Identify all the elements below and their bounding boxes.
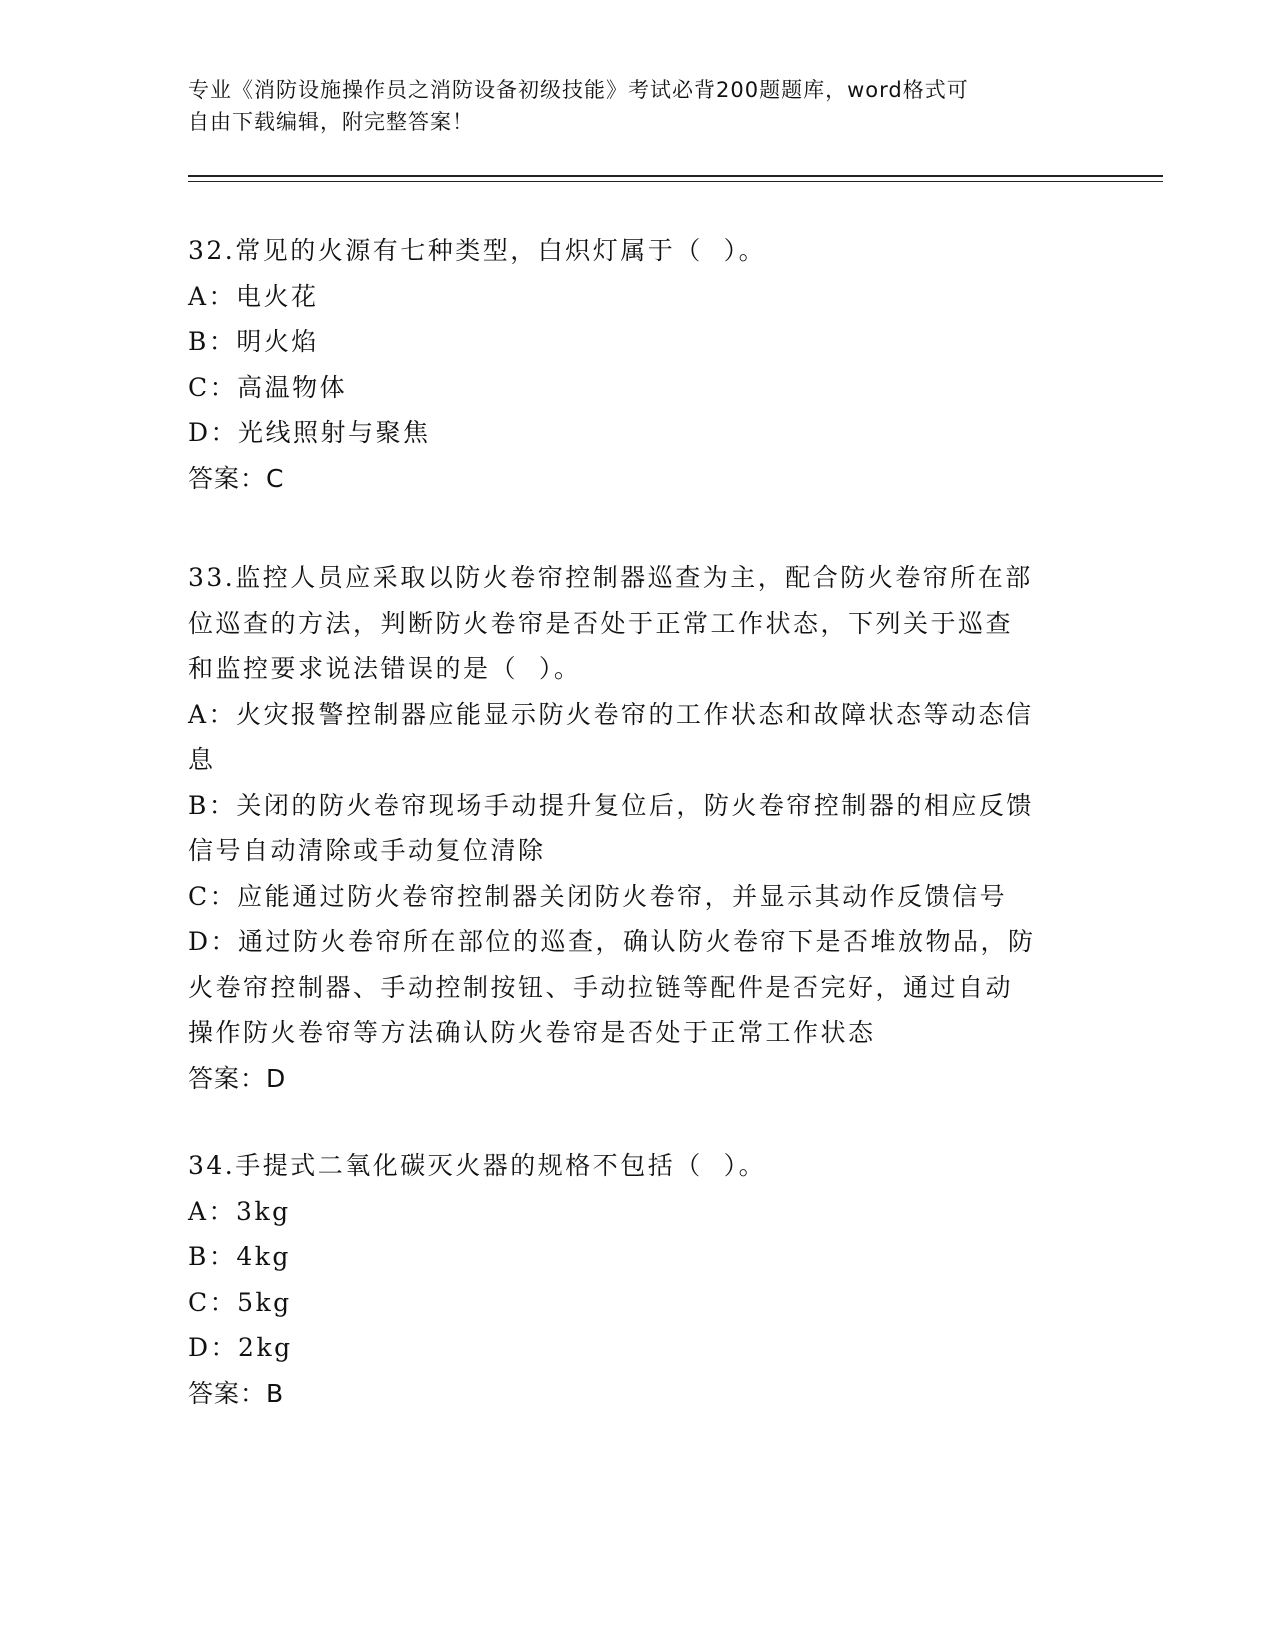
question-stem: 32.常见的火源有七种类型，白炽灯属于（ ）。	[188, 236, 767, 265]
document-header	[188, 74, 1068, 138]
option-c: C：高温物体	[188, 372, 348, 402]
question-34	[188, 1143, 1088, 1416]
option-c: C：应能通过防火卷帘控制器关闭防火卷帘，并显示其动作反馈信号	[188, 881, 1008, 911]
option-a: A：3kg	[188, 1196, 291, 1226]
option-d-cont: 火卷帘控制器、手动控制按钮、手动拉链等配件是否完好，通过自动	[188, 972, 1014, 1002]
option-d: D：通过防火卷帘所在部位的巡查，确认防火卷帘下是否堆放物品，防	[188, 927, 1036, 956]
option-d-cont: 操作防火卷帘等方法确认防火卷帘是否处于正常工作状态	[188, 1018, 876, 1047]
option-c: C：5kg	[188, 1287, 292, 1317]
answer: 答案：D	[188, 1063, 287, 1093]
option-b: B：4kg	[188, 1242, 291, 1271]
header-divider	[188, 181, 1163, 182]
option-a: A：火灾报警控制器应能显示防火卷帘的工作状态和故障状态等动态信	[188, 699, 1034, 729]
option-d: D：2kg	[188, 1333, 293, 1362]
answer: 答案：B	[188, 1378, 285, 1408]
header-line: 专业《消防设施操作员之消防设备初级技能》考试必背200题题库，word格式可	[188, 78, 969, 102]
option-a: A：电火花	[188, 281, 319, 311]
question-stem: 33.监控人员应采取以防火卷帘控制器巡查为主，配合防火卷帘所在部	[188, 563, 1033, 592]
option-d: D：光线照射与聚焦	[188, 418, 431, 447]
header-line: 自由下载编辑，附完整答案！	[188, 110, 474, 134]
question-stem: 位巡查的方法，判断防火卷帘是否处于正常工作状态，下列关于巡查	[188, 608, 1014, 638]
option-b-cont: 信号自动清除或手动复位清除	[188, 836, 546, 865]
option-b: B：明火焰	[188, 327, 319, 356]
question-stem: 34.手提式二氧化碳灭火器的规格不包括（ ）。	[188, 1151, 767, 1180]
question-33	[188, 555, 1088, 1101]
header-divider	[188, 175, 1163, 177]
question-32	[188, 228, 1088, 501]
question-stem: 和监控要求说法错误的是（ ）。	[188, 654, 582, 683]
option-a-cont: 息	[188, 745, 216, 774]
option-b: B：关闭的防火卷帘现场手动提升复位后，防火卷帘控制器的相应反馈	[188, 790, 1034, 820]
answer: 答案：C	[188, 463, 285, 493]
